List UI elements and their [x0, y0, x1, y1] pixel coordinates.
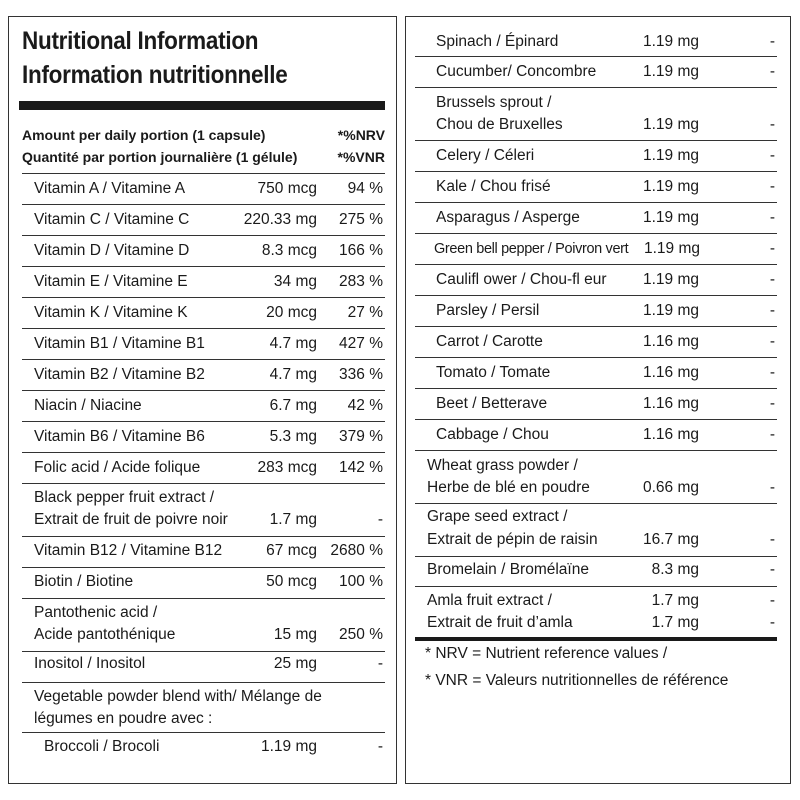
footnote-vnr: * VNR = Valeurs nutritionnelles de référence [425, 672, 729, 689]
nutrient-name: Biotin / Biotine [34, 573, 134, 590]
nutrient-nrv: - [769, 209, 775, 226]
nrv-header: *%NRV [337, 127, 385, 143]
nutrient-row [415, 450, 777, 503]
nutrient-nrv: 427 % [339, 335, 383, 352]
blend-heading-line1: Vegetable powder blend with/ Mélange de [34, 688, 322, 705]
nutrient-row [22, 359, 385, 390]
nutrient-amount: 1.7 mg [651, 614, 699, 631]
nutrient-amount: 20 mcg [266, 304, 317, 321]
nutrient-row [415, 264, 777, 295]
nutrient-name: Vitamin A / Vitamine A [34, 180, 186, 197]
nutrient-name: Spinach / Épinard [436, 33, 559, 50]
nutrient-amount: 1.19 mg [642, 302, 699, 319]
nutrient-nrv: 275 % [339, 211, 383, 228]
nutrient-amount: 1.19 mg [642, 63, 699, 80]
nutrient-amount: 1.19 mg [642, 209, 699, 226]
nutrient-name: Carrot / Carotte [436, 333, 543, 350]
nutrient-nrv: - [769, 531, 775, 548]
nutrient-name-line1: Black pepper fruit extract / [34, 489, 215, 506]
nutrient-nrv: - [377, 738, 383, 755]
title-english: Nutritional Information [22, 27, 259, 55]
table-end-divider [415, 637, 777, 641]
nutrient-amount: 1.19 mg [642, 147, 699, 164]
nutrient-amount: 15 mg [273, 626, 317, 643]
nutrient-nrv: 100 % [339, 573, 383, 590]
nutrient-row [415, 140, 777, 171]
nutrient-amount: 220.33 mg [243, 211, 317, 228]
nutrient-nrv: - [769, 240, 775, 257]
nutrient-nrv: 2680 % [330, 542, 383, 559]
nutrient-name: Niacin / Niacine [34, 397, 142, 414]
nutrient-amount: 1.19 mg [642, 271, 699, 288]
nutrient-name: Vitamin C / Vitamine C [34, 211, 190, 228]
nutrient-name: Inositol / Inositol [34, 655, 146, 672]
nutrient-row [22, 651, 385, 682]
nutrient-nrv: 27 % [347, 304, 383, 321]
nutrient-name-line2: Extrait de pépin de raisin [427, 531, 598, 548]
nutrient-name-line1: Wheat grass powder / [427, 457, 578, 474]
nutrient-name-line2: Extrait de fruit de poivre noir [34, 511, 228, 528]
nutrient-row [415, 295, 777, 326]
title-divider [19, 101, 385, 110]
nutrient-row [415, 202, 777, 233]
nutrient-amount: 750 mcg [257, 180, 317, 197]
nutrient-row [415, 233, 777, 264]
nutrient-name: Caulifl ower / Chou-fl eur [436, 271, 607, 288]
nutrient-name-line2: Acide pantothénique [34, 626, 176, 643]
nutrient-name: Asparagus / Asperge [436, 209, 580, 226]
nutrient-amount: 34 mg [273, 273, 317, 290]
nutrient-row [415, 503, 777, 556]
nutrient-name: Cucumber/ Concombre [436, 63, 597, 80]
nutrient-nrv: - [769, 426, 775, 443]
nutrient-amount: 6.7 mg [269, 397, 317, 414]
nutrient-row [415, 419, 777, 450]
nutrient-name-line1: Brussels sprout / [436, 94, 552, 111]
nutrient-nrv: - [769, 592, 775, 609]
nutrient-nrv: 94 % [347, 180, 383, 197]
right-panel [405, 16, 791, 784]
nutrient-row [22, 421, 385, 452]
nutrient-row [415, 25, 777, 56]
nutrient-name: Vitamin K / Vitamine K [34, 304, 188, 321]
nutrient-row [22, 297, 385, 328]
nutrient-amount: 1.16 mg [642, 426, 699, 443]
nutrient-amount: 1.7 mg [269, 511, 317, 528]
nutrient-nrv: - [769, 147, 775, 164]
nutrient-row [22, 173, 385, 204]
nutrient-nrv: - [769, 479, 775, 496]
nutrient-amount: 1.19 mg [644, 240, 701, 257]
amount-header-english: Amount per daily portion (1 capsule) [22, 127, 266, 143]
blend-heading-row [22, 682, 385, 732]
nutrient-nrv: 283 % [339, 273, 383, 290]
nutrient-nrv: 379 % [339, 428, 383, 445]
nutrient-row [415, 56, 777, 87]
nutrient-row [415, 87, 777, 140]
nutrient-nrv: - [769, 364, 775, 381]
left-panel [8, 16, 397, 784]
nutrient-name: Cabbage / Chou [436, 426, 549, 443]
nutrient-amount: 0.66 mg [642, 479, 699, 496]
nutrient-row [415, 171, 777, 202]
nutrient-row [415, 326, 777, 357]
nutrient-nrv: - [769, 333, 775, 350]
nutrient-name: Green bell pepper / Poivron vert [434, 241, 629, 257]
nutrient-row [22, 452, 385, 483]
nutrient-amount: 8.3 mg [651, 561, 699, 578]
footnote-nrv: * NRV = Nutrient reference values / [425, 645, 668, 662]
nutrient-name: Celery / Céleri [436, 147, 535, 164]
nutrient-nrv: - [769, 614, 775, 631]
nutrient-row [415, 556, 777, 586]
nutrient-amount: 1.19 mg [642, 33, 699, 50]
nutrient-nrv: - [769, 271, 775, 288]
nutrient-nrv: - [769, 561, 775, 578]
nutrient-nrv: - [769, 178, 775, 195]
nutrient-row [22, 536, 385, 567]
nutrient-row [22, 732, 385, 763]
nutrient-name: Vitamin B1 / Vitamine B1 [34, 335, 205, 352]
amount-header-french: Quantité par portion journalière (1 gélule) [22, 149, 298, 165]
nutrient-name: Folic acid / Acide folique [34, 459, 201, 476]
nutrient-name: Vitamin B6 / Vitamine B6 [34, 428, 205, 445]
nutrient-amount: 1.16 mg [642, 333, 699, 350]
nutrient-nrv: 166 % [339, 242, 383, 259]
nutrient-row [22, 598, 385, 651]
nutrient-row [22, 266, 385, 297]
nutrient-nrv: 42 % [347, 397, 383, 414]
nutrient-amount: 50 mcg [266, 573, 317, 590]
nutrient-nrv: 142 % [339, 459, 383, 476]
nutrient-nrv: - [769, 33, 775, 50]
nutrient-row [22, 567, 385, 598]
vnr-header: *%VNR [337, 149, 385, 165]
nutrient-amount: 1.19 mg [642, 178, 699, 195]
nutrient-name: Tomato / Tomate [436, 364, 551, 381]
nutrient-amount: 1.16 mg [642, 395, 699, 412]
nutrient-amount: 1.16 mg [642, 364, 699, 381]
nutrient-name-line2: Herbe de blé en poudre [427, 479, 590, 496]
nutrient-amount: 283 mcg [257, 459, 317, 476]
nutrient-amount: 25 mg [273, 655, 317, 672]
nutrient-amount: 4.7 mg [269, 366, 317, 383]
nutrient-nrv: 336 % [339, 366, 383, 383]
nutrient-name: Bromelain / Bromélaïne [427, 561, 589, 578]
nutrient-nrv: - [377, 511, 383, 528]
nutrient-row [22, 204, 385, 235]
nutrient-name: Beet / Betterave [436, 395, 548, 412]
nutrient-amount: 5.3 mg [269, 428, 317, 445]
nutrient-name: Parsley / Persil [436, 302, 540, 319]
nutrient-nrv: - [769, 63, 775, 80]
nutrient-nrv: - [769, 395, 775, 412]
nutrient-row [22, 328, 385, 359]
nutrient-amount: 67 mcg [266, 542, 317, 559]
blend-heading-line2: légumes en poudre avec : [34, 710, 213, 727]
nutrient-name: Vitamin B12 / Vitamine B12 [34, 542, 223, 559]
nutrient-row [22, 390, 385, 421]
nutrient-row [22, 483, 385, 536]
nutrient-nrv: - [769, 302, 775, 319]
nutrient-row [22, 235, 385, 266]
nutrient-name-line1: Pantothenic acid / [34, 604, 158, 621]
nutrient-row [415, 586, 777, 637]
nutrient-amount: 1.7 mg [651, 592, 699, 609]
nutrient-name: Broccoli / Brocoli [44, 738, 160, 755]
nutrient-nrv: 250 % [339, 626, 383, 643]
nutrient-amount: 1.19 mg [642, 116, 699, 133]
nutrient-amount: 16.7 mg [642, 531, 699, 548]
nutrient-name-line2: Chou de Bruxelles [436, 116, 563, 133]
nutrient-nrv: - [769, 116, 775, 133]
nutrient-name: Vitamin B2 / Vitamine B2 [34, 366, 205, 383]
nutrient-nrv: - [377, 655, 383, 672]
nutrient-name-line2: Extrait de fruit d’amla [427, 614, 573, 631]
nutrient-name-line1: Grape seed extract / [427, 508, 568, 525]
nutrient-name: Vitamin D / Vitamine D [34, 242, 190, 259]
nutrient-amount: 8.3 mcg [261, 242, 317, 259]
nutrient-name-line1: Amla fruit extract / [427, 592, 552, 609]
nutrient-amount: 4.7 mg [269, 335, 317, 352]
nutrient-name: Kale / Chou frisé [436, 178, 551, 195]
nutrient-row [415, 357, 777, 388]
nutrient-name: Vitamin E / Vitamine E [34, 273, 188, 290]
nutrient-amount: 1.19 mg [260, 738, 317, 755]
title-french: Information nutritionnelle [22, 61, 288, 89]
nutrient-row [415, 388, 777, 419]
